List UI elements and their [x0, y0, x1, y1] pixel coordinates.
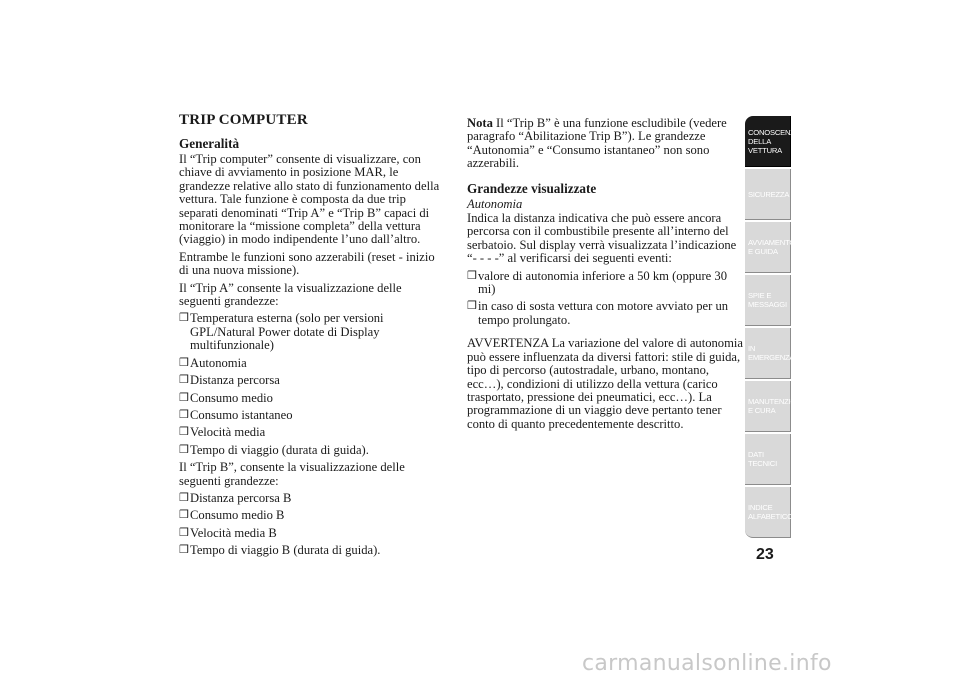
paragraph-autonomia: Indica la distanza indicativa che può essere ancora percorsa con il combustibile presente all’interno del serbatoio. Sul display verrà visualizzata l’indicazione “- - - -” al verificarsi dei seguenti eventi:: [467, 211, 737, 266]
paragraph-trip-b: Il “Trip B”, consente la visualizzazione delle seguenti grandezze:: [179, 460, 405, 488]
section-title: TRIP COMPUTER: [179, 112, 308, 128]
checkbox-bullet-icon: ❒: [179, 374, 189, 387]
checkbox-bullet-icon: ❒: [179, 391, 189, 404]
checkbox-bullet-icon: ❒: [179, 356, 189, 369]
heading-generalita: Generalità: [179, 136, 240, 151]
tab-indice[interactable]: INDICE ALFABETICO: [745, 487, 791, 538]
list-item: ❒ Tempo di viaggio (durata di guida).: [179, 442, 369, 457]
list-item: ❒ Distanza percorsa: [179, 373, 280, 388]
checkbox-bullet-icon: ❒: [179, 443, 189, 456]
list-item: ❒ Temperatura esterna (solo per versioni GPL/Natural Power dotate di Display multifunzionale): [179, 311, 384, 353]
tab-spie[interactable]: SPIE E MESSAGGI: [745, 275, 791, 326]
list-trip-a: [179, 312, 441, 457]
nota-text: Il “Trip B” è una funzione escludibile (vedere paragrafo “Abilitazione Trip B”). Le grandezze “Autonomia” e “Consumo istantaneo” non sono azzerabili.: [467, 116, 727, 171]
checkbox-bullet-icon: ❒: [179, 312, 189, 325]
list-item: ❒ Velocità media B: [179, 525, 277, 540]
list-trip-b: [179, 492, 441, 558]
tab-conoscenza[interactable]: CONOSCENZA DELLA VETTURA: [745, 116, 791, 167]
list-item: ❒ Consumo medio B: [179, 508, 285, 523]
list-autonomia: [467, 270, 743, 328]
subheading-autonomia: Autonomia: [467, 196, 523, 211]
paragraph-avvertenza: AVVERTENZA La variazione del valore di autonomia può essere influenzata da diversi fattori: stile di guida, tipo di percorso (autostradale, urbano, montano, ecc…), condizioni di utilizzo della vettura (carico trasportato, pressione dei pneumatici, ecc…). La programmazione di un viaggio deve pertanto tener conto di quanto precedentemente descritto.: [467, 336, 743, 431]
checkbox-bullet-icon: ❒: [179, 408, 189, 421]
checkbox-bullet-icon: ❒: [179, 491, 189, 504]
heading-grandezze: Grandezze visualizzate: [467, 180, 597, 196]
paragraph-intro: Il “Trip computer” consente di visualizzare, con chiave di avviamento in posizione MAR, le grandezze relative allo stato di funzionamento della vettura. Tale funzione è composta da due trip separati denominati “Trip A” e “Trip B” capaci di monitorare la “missione completa” della vettura (viaggio) in modo indipendente l’uno dall’altro.: [179, 152, 440, 247]
list-item: ❒ Tempo di viaggio B (durata di guida).: [179, 543, 381, 558]
list-item: ❒ Consumo medio: [179, 390, 273, 405]
nota-label: Nota: [467, 116, 493, 130]
list-item: ❒ in caso di sosta vettura con motore avviato per un tempo prolungato.: [467, 299, 729, 327]
right-column: [467, 117, 743, 435]
tab-dati-tecnici[interactable]: DATI TECNICI: [745, 434, 791, 485]
chapter-tabs: [745, 116, 807, 540]
checkbox-bullet-icon: ❒: [467, 269, 477, 282]
tab-emergenza[interactable]: IN EMERGENZA: [745, 328, 791, 379]
watermark: carmanualsonline.info: [582, 651, 832, 676]
list-item: ❒ Velocità media: [179, 425, 266, 440]
list-item: ❒ Autonomia: [179, 355, 247, 370]
checkbox-bullet-icon: ❒: [179, 509, 189, 522]
paragraph-reset: Entrambe le funzioni sono azzerabili (reset - inizio di una nuova missione).: [179, 249, 435, 278]
checkbox-bullet-icon: ❒: [179, 426, 189, 439]
page-number: 23: [756, 546, 774, 563]
list-item: ❒ valore di autonomia inferiore a 50 km (oppure 30 mi): [467, 268, 727, 297]
list-item: ❒ Consumo istantaneo: [179, 407, 293, 422]
checkbox-bullet-icon: ❒: [179, 544, 189, 557]
tab-avviamento[interactable]: AVVIAMENTO E GUIDA: [745, 222, 791, 273]
list-item: ❒ Distanza percorsa B: [179, 490, 292, 505]
paragraph-trip-a: Il “Trip A” consente la visualizzazione delle seguenti grandezze:: [179, 280, 402, 309]
checkbox-bullet-icon: ❒: [179, 526, 189, 539]
tab-manutenzione[interactable]: MANUTENZIONE E CURA: [745, 381, 791, 432]
left-column: [179, 112, 441, 562]
paragraph-nota: [467, 117, 743, 171]
tab-sicurezza[interactable]: SICUREZZA: [745, 169, 791, 220]
checkbox-bullet-icon: ❒: [467, 300, 477, 313]
